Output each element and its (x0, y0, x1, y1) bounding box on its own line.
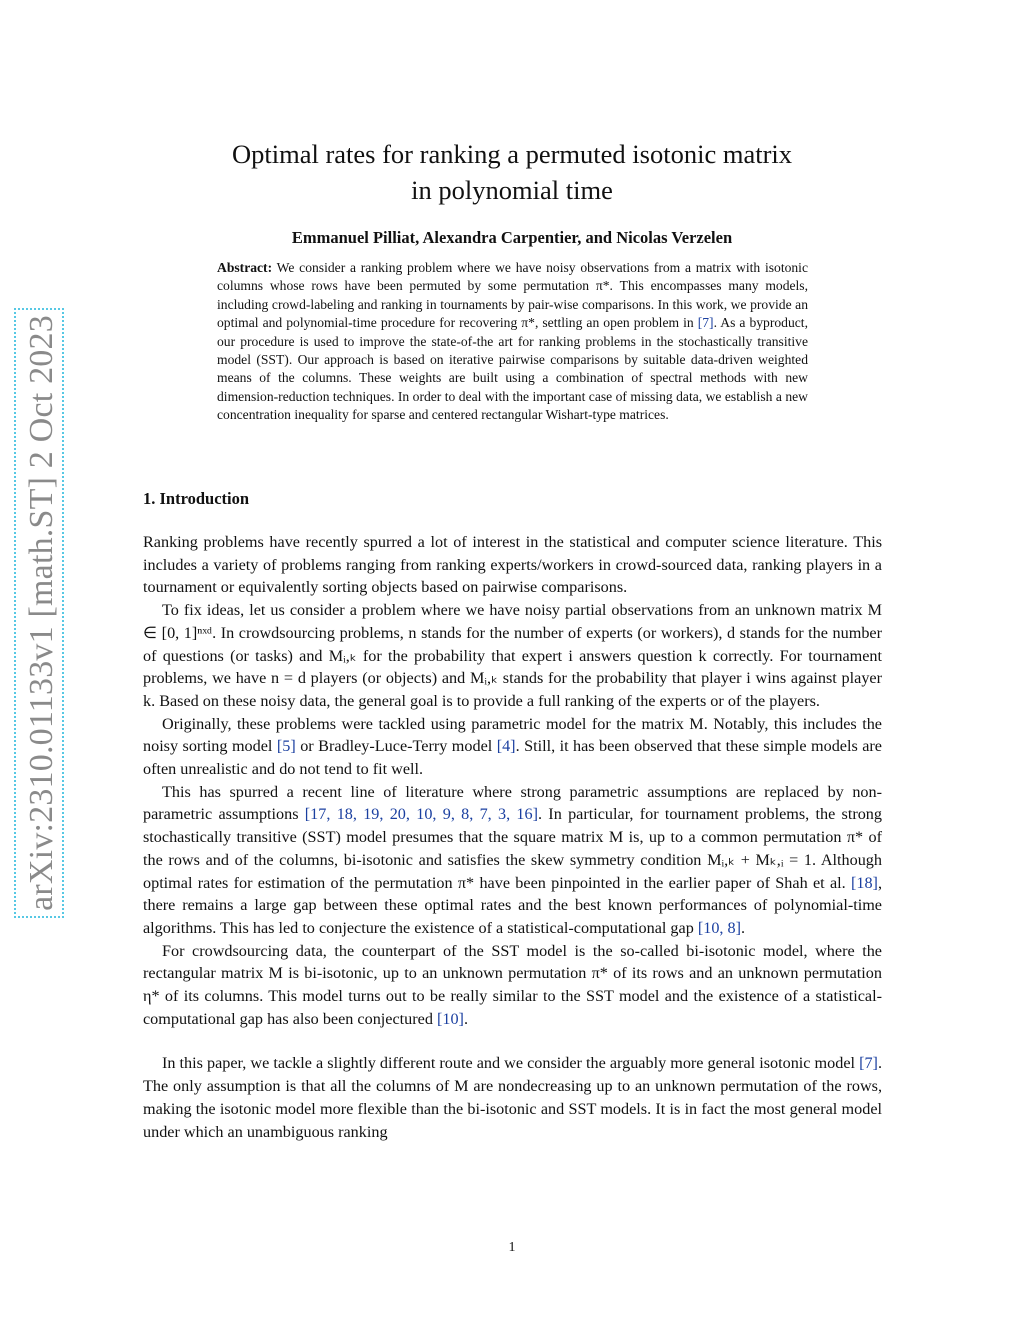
abstract (217, 259, 808, 425)
page-number: 1 (508, 1240, 516, 1255)
citation-link[interactable]: [17, 18, 19, 20, 10, 9, 8, 7, 3, 16] (304, 805, 538, 824)
citation-link[interactable]: [10] (436, 1009, 464, 1028)
authors: Emmanuel Pilliat, Alexandra Carpentier, and Nicolas Verzelen (291, 228, 733, 247)
paragraph-6-text: . The only assumption is that all the columns of M are nondecreasing up to an unknown permutation of the rows, making the isotonic model more flexible than the bi-isotonic and SST models. It is in fact the most general model under which an unambiguous ranking (143, 1054, 882, 1141)
abstract-text-a: We consider a ranking problem where we have noisy observations from a matrix with isotonic columns whose rows have been permuted by some permutation π*. This encompasses many models, including crowd-labeling and ranking in tournaments by pair-wise comparisons. In this work, we provide an optimal and polynomial-time procedure for recovering π*, settling an open problem in (217, 260, 808, 331)
paragraph-4 (143, 781, 882, 940)
paragraph-3-text: Originally, these problems were tackled using parametric model for the matrix M. Notably, this includes the noisy sorting model (143, 714, 882, 756)
paragraph-5-text: For crowdsourcing data, the counterpart of the SST model is the so-called bi-isotonic model, where the rectangular matrix M is bi-isotonic, up to an unknown permutation π* of its rows and an unknown permutation η* of its columns. This model turns out to be really similar to the SST model and the existence of a statistical-computational gap has also been conjectured (143, 941, 882, 1028)
paragraph-4-text: This has spurred a recent line of literature where strong parametric assumptions are replaced by non-parametric assumptions (143, 782, 882, 824)
paragraph-5-text: . (463, 1009, 468, 1028)
paragraph-3 (143, 713, 882, 781)
paragraph-4-text: , there remains a large gap between these optimal rates and the best known performances of polynomial-time algorithms. This has led to conjecture the existence of a statistical-computational gap (143, 873, 882, 937)
citation-link[interactable]: [7] (697, 315, 714, 331)
citation-link[interactable]: [4] (496, 737, 516, 756)
paragraph-1: Ranking problems have recently spurred a lot of interest in the statistical and computer science literature. This includes a variety of problems ranging from ranking experts/workers in crowd-sourced data, ranking players in a tournament or equivalently sorting objects based on pairwise comparisons. (143, 533, 882, 597)
arxiv-identifier: arXiv:2310.01133v1 [math.ST] 2 Oct 2023 (23, 315, 60, 911)
paragraph-2: To fix ideas, let us consider a problem where we have noisy partial observations from an unknown matrix M ∈ [0, 1]ⁿˣᵈ. In crowdsourcing problems, n stands for the number of experts (or workers), d stands for the number of questions (or tasks) and Mᵢ,ₖ for the probability that expert i answers question k correctly. For tournament problems, we have n = d players (or objects) and Mᵢ,ₖ stands for the probability that player i wins against player k. Based on these noisy data, the general goal is to provide a full ranking of the experts or of the players. (143, 601, 882, 710)
paragraph-3-text: or Bradley-Luce-Terry model (295, 737, 497, 756)
paragraph-6 (143, 1052, 882, 1143)
paragraph-4-text: . (741, 918, 746, 937)
citation-link[interactable]: [5] (276, 737, 296, 756)
citation-link[interactable]: [18] (850, 873, 878, 892)
section-heading: 1. Introduction (143, 489, 250, 508)
paragraph-4-text: . In particular, for tournament problems, the strong stochastically transitive (SST) model presumes that the square matrix M is, up to a common permutation π* of the rows and of the columns, bi-isotonic and satisfies the skew symmetry condition Mᵢ,ₖ + Mₖ,ᵢ = 1. Although optimal rates for estimation of the permutation π* have been pinpointed in the earlier paper of Shah et al. (143, 805, 882, 892)
paper-title (120, 136, 904, 208)
body-text (143, 531, 882, 1143)
title-line-1: Optimal rates for ranking a permuted isotonic matrix (231, 139, 793, 169)
paragraph-5 (143, 940, 882, 1031)
paragraph-6-text: In this paper, we tackle a slightly different route and we consider the arguably more general isotonic model (162, 1054, 860, 1073)
paragraph-3-text: . Still, it has been observed that these simple models are often unrealistic and do not tend to fit well. (143, 737, 882, 779)
abstract-text-b: . As a byproduct, our procedure is used to improve the state-of-the art for ranking problems in the stochastically transitive model (SST). Our approach is based on iterative pairwise comparisons by suitable data-driven weighted means of the columns. These weights are built using a combination of spectral methods with new dimension-reduction techniques. In order to deal with the important case of missing data, we establish a new concentration inequality for sparse and centered rectangular Wishart-type matrices. (217, 315, 808, 423)
title-line-2: in polynomial time (411, 175, 613, 205)
citation-link[interactable]: [7] (859, 1054, 878, 1073)
abstract-label: Abstract: (217, 260, 273, 275)
citation-link[interactable]: [10, 8] (697, 918, 742, 937)
